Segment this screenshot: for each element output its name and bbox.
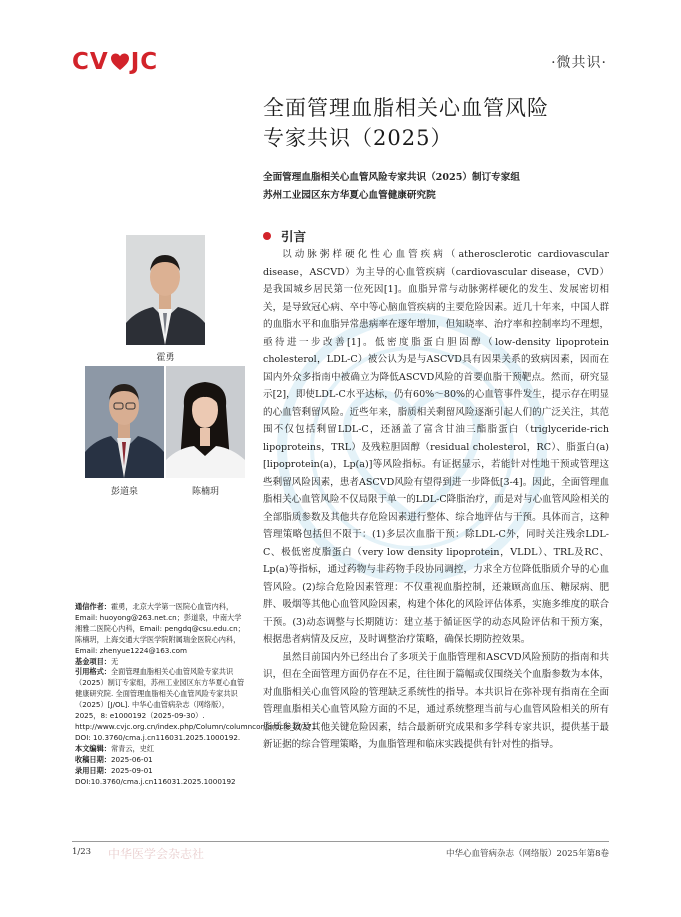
- logo-text-left: CV: [72, 49, 109, 75]
- received-block: [75, 755, 245, 766]
- red-dot-icon: [263, 232, 271, 240]
- journal-footer: 中华心血管病杂志（网络版）2025年第8卷: [445, 849, 609, 859]
- doi-label: DOI:: [75, 776, 91, 786]
- title-line-2: 专家共识（2025）: [263, 126, 453, 150]
- funding-text: 无: [110, 656, 119, 666]
- portrait-photo-huo: [126, 235, 205, 345]
- journal-logo: [72, 50, 158, 74]
- section-heading: [263, 227, 306, 245]
- received-date: 2025-06-01: [110, 754, 153, 764]
- article-body: [263, 246, 609, 754]
- column-tag: ·微共识·: [551, 55, 607, 71]
- accepted-date: 2025-09-01: [110, 765, 153, 775]
- editor-block: [75, 744, 245, 755]
- title-line-1: 全面管理血脂相关心血管风险: [263, 96, 549, 120]
- article-title: [263, 93, 623, 153]
- doi-block: [75, 777, 245, 788]
- received-label: 收稿日期：: [75, 754, 111, 764]
- citation-text: 全面管理血脂相关心血管风险专家共识（2025）制订专家组，苏州工业园区东方华夏心血管健康研究院. 全面管理血脂相关心血管风险专家共识（2025）[J/OL]. 中华心血管病杂志（网络版），2025，8: e1000192（2025-09-30）. http://www.cvjc.org.cn/index.php/Column/columncon/article_id/371. DOI: 10.3760/cma.j.cn116031.2025.1000192.: [75, 667, 319, 742]
- heart-icon: [110, 52, 130, 72]
- publisher-watermark: 中华医学会杂志社: [108, 847, 205, 861]
- logo-text-right: JC: [130, 49, 159, 75]
- funding-block: [75, 657, 245, 668]
- author-group: [263, 169, 623, 205]
- citation-label: 引用格式：: [75, 667, 111, 677]
- accepted-label: 录用日期：: [75, 765, 111, 775]
- citation-block: [75, 667, 319, 743]
- body-paragraph-2: 虽然目前国内外已经出台了多项关于血脂管理和ASCVD风险预防的指南和共识，但在全面管理方面仍存在不足，往往囿于篇幅或仅围绕关个血脂参数为本体，对血脂相关心血管风险的管理缺乏系统性的指导。本共识旨在弥补现有指南在全面管理血脂相关心血管风险方面的不足，通过系统整理当前与心血管风险相关的所有脂质参数及其他关键危险因素，结合最新研究成果和多学科专家共识，提供基于最新证据的综合管理策略，为血脂管理和临床实践提供有针对性的指导。: [263, 651, 609, 750]
- article-metadata: [75, 602, 319, 787]
- body-paragraph-1: 以动脉粥样硬化性心血管疾病（atherosclerotic cardiovascular disease，ASCVD）为主导的心血管疾病（cardiovascular disease，CVD）是我国城乡居民第一位死因[1]。血脂异常与动脉粥样硬化的发生、发展密切相关，是导致冠心病、卒中等心脑血管疾病的主要危险因素。近几十年来，中国人群的血脂水平和血脂异常患病率在逐年增加，但知晓率、治疗率和控制率均不理想，亟待进一步改善[1]。低密度脂蛋白胆固醇（low-density lipoprotein cholesterol，LDL-C）被公认为是与ASCVD具有因果关系的致病因素，因而在国内外众多指南中被确立为降低ASCVD风险的首要血脂干预靶点。然而，研究显示[2]，即使LDL-C水平达标，仍有60%～80%的心血管事件发生，提示存在明显的心血管剩留风险。近些年来，脂质相关剩留风险逐渐引起人们的广泛关注，其范围不仅包括剩留LDL-C，还涵盖了富含甘油三酯脂蛋白（triglyceride-rich lipoproteins，TRL）及残粒胆固醇（residual cholesterol，RC）、脂蛋白(a)[lipoprotein(a)，Lp(a)]等风险指标。有证据显示，若能针对性地干预或管理这些剩留风险因素，患者ASCVD风险有望得到进一步降低[3-4]。因此，全面管理血脂相关心血管风险不仅局限于单一的LDL-C降脂治疗，而是对与心血管风险相关的全部脂质参数及其他共存危险因素进行整体、综合地评估与干预。具体而言，这种管理策略包括但不限于：(1)多层次血脂干预：除LDL-C外，同时关注残余LDL-C、极低密度脂蛋白（very low density lipoprotein，VLDL）、TRL及RC、Lp(a)等指标，通过药物与非药物手段协同调控，力求全方位降低脂质介导的心血管风险。(2)综合危险因素管理：不仅重视血脂控制，还兼顾高血压、糖尿病、肥胖、吸烟等其他心血管风险因素，构建个体化的风险评估体系，实施多维度的联合干预。(3)动态调整与长期随访：建立基于循证医学的动态风险评估和干预方案，根据患者病情及反应，及时调整治疗策略，确保长期防控效果。: [263, 249, 609, 645]
- author-line-2: 苏州工业园区东方华夏心血管健康研究院: [263, 190, 436, 201]
- correspondence-text: 霍勇，北京大学第一医院心血管内科，Email: huoyong@263.net.cn；彭道泉，中南大学湘雅二医院心内科，Email: pengdq@csu.edu.cn；陈楠玥，上海交通大学医学院附属瑞金医院心内科，Email: zhenyue1224@163.com: [75, 602, 245, 655]
- funding-label: 基金项目：: [75, 656, 111, 666]
- portrait-photo-chen: [166, 366, 245, 478]
- portrait-photo-peng: [85, 366, 164, 478]
- correspondence-label: 通信作者：: [75, 602, 111, 611]
- page-number: 1/23: [72, 847, 92, 857]
- portrait-caption-huo: 霍勇: [156, 353, 175, 363]
- correspondence-block: [75, 602, 245, 657]
- editor-label: 本文编辑：: [75, 743, 111, 753]
- footer-divider: [72, 841, 609, 842]
- author-line-1: 全面管理血脂相关心血管风险专家共识（2025）制订专家组: [263, 172, 520, 183]
- accepted-block: [75, 766, 245, 777]
- editor-text: 常青云，史红: [110, 743, 155, 753]
- section-heading-text: 引言: [281, 229, 307, 244]
- portrait-caption-chen: 陈楠玥: [191, 487, 219, 497]
- doi-text: 10.3760/cma.j.cn116031.2025.1000192: [90, 776, 236, 786]
- portrait-caption-peng: 彭道泉: [110, 487, 138, 497]
